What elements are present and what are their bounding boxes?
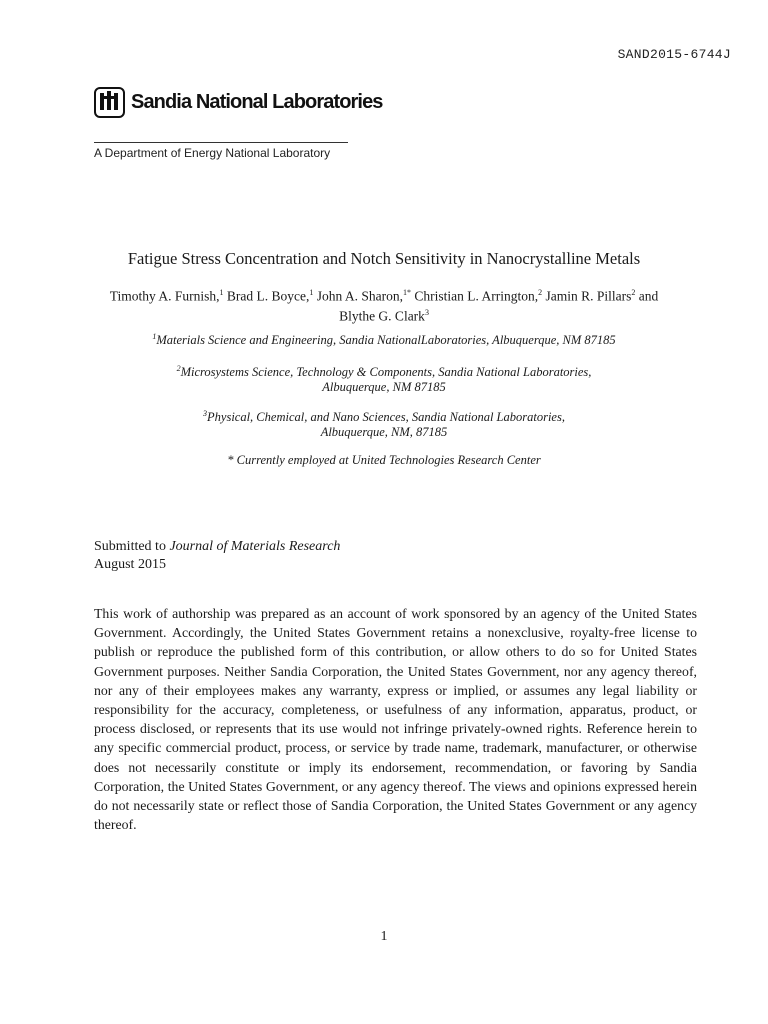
author-note: * Currently employed at United Technologies Research Center bbox=[227, 453, 541, 467]
author-name: Christian L. Arrington, bbox=[414, 288, 539, 304]
author-affiliation-mark: 1 bbox=[219, 288, 224, 297]
author-affiliation-mark: 1 bbox=[309, 288, 314, 297]
affiliation-2 bbox=[94, 361, 674, 395]
author-affiliation-mark: 3 bbox=[424, 307, 429, 317]
logo-divider bbox=[94, 142, 348, 143]
report-number: SAND2015-6744J bbox=[617, 47, 731, 62]
author-affiliation-mark: 2 bbox=[631, 288, 636, 297]
affiliation-text: Microsystems Science, Technology & Components, Sandia National Laboratories, bbox=[180, 365, 592, 380]
affiliation-mark: 1 bbox=[152, 332, 157, 341]
paper-title: Fatigue Stress Concentration and Notch Sensitivity in Nanocrystalline Metals bbox=[127, 249, 641, 268]
logo-tagline: A Department of Energy National Laboratory bbox=[94, 146, 331, 160]
author-name: Jamin R. Pillars bbox=[545, 288, 632, 304]
author-name: Timothy A. Furnish, bbox=[109, 288, 220, 304]
affiliation-1 bbox=[94, 329, 674, 348]
sandia-logo bbox=[94, 87, 383, 118]
journal-name: Journal of Materials Research bbox=[169, 539, 341, 554]
affiliation-3 bbox=[94, 406, 674, 440]
affiliation-mark: 2 bbox=[176, 364, 181, 373]
affiliation-text: Albuquerque, NM, 87185 bbox=[320, 425, 448, 440]
affiliation-mark: 3 bbox=[203, 409, 208, 418]
submission-info bbox=[94, 538, 340, 574]
author-name: and Blythe G. Clark bbox=[339, 288, 659, 323]
page-number: 1 bbox=[380, 929, 388, 944]
author-list bbox=[94, 285, 674, 324]
author-affiliation-mark: 2 bbox=[538, 288, 543, 297]
logo-text: Sandia National Laboratories bbox=[131, 91, 383, 113]
author-name: Brad L. Boyce, bbox=[226, 288, 310, 304]
affiliation-text: Physical, Chemical, and Nano Sciences, Sandia National Laboratories, bbox=[207, 410, 565, 425]
submission-date: August 2015 bbox=[94, 557, 166, 572]
affiliation-text: Albuquerque, NM 87185 bbox=[322, 380, 446, 395]
disclaimer-paragraph: This work of authorship was prepared as an account of work sponsored by an agency of the United States Government. Accordingly, the United States Government retains a nonexclusive, royalty-free license to publish or reproduce the published form of this contribution, or allow others to do so for United States Government purposes. Neither Sandia Corporation, the United States Government, nor any agency thereof, nor any of their employees makes any warranty, express or implied, or assumes any legal liability or responsibility for the accuracy, completeness, or usefulness of any information, apparatus, product, or process disclosed, or represents that its use would not infringe privately-owned rights. Reference herein to any specific commercial product, process, or service by trade name, trademark, manufacturer, or otherwise does not necessarily constitute or imply its endorsement, recommendation, or favoring by Sandia Corporation, the United States Government, or any agency thereof. The views and opinions expressed herein do not necessarily state or reflect those of Sandia Corporation, the United States Government or any agency thereof. bbox=[94, 606, 697, 833]
sandia-thunderbird-icon bbox=[94, 87, 125, 118]
affiliation-text: Materials Science and Engineering, Sandia NationalLaboratories, Albuquerque, NM 87185 bbox=[156, 333, 616, 348]
submitted-prefix: Submitted to bbox=[94, 539, 170, 554]
author-name: John A. Sharon, bbox=[316, 288, 404, 304]
author-affiliation-mark: 1* bbox=[403, 288, 412, 297]
